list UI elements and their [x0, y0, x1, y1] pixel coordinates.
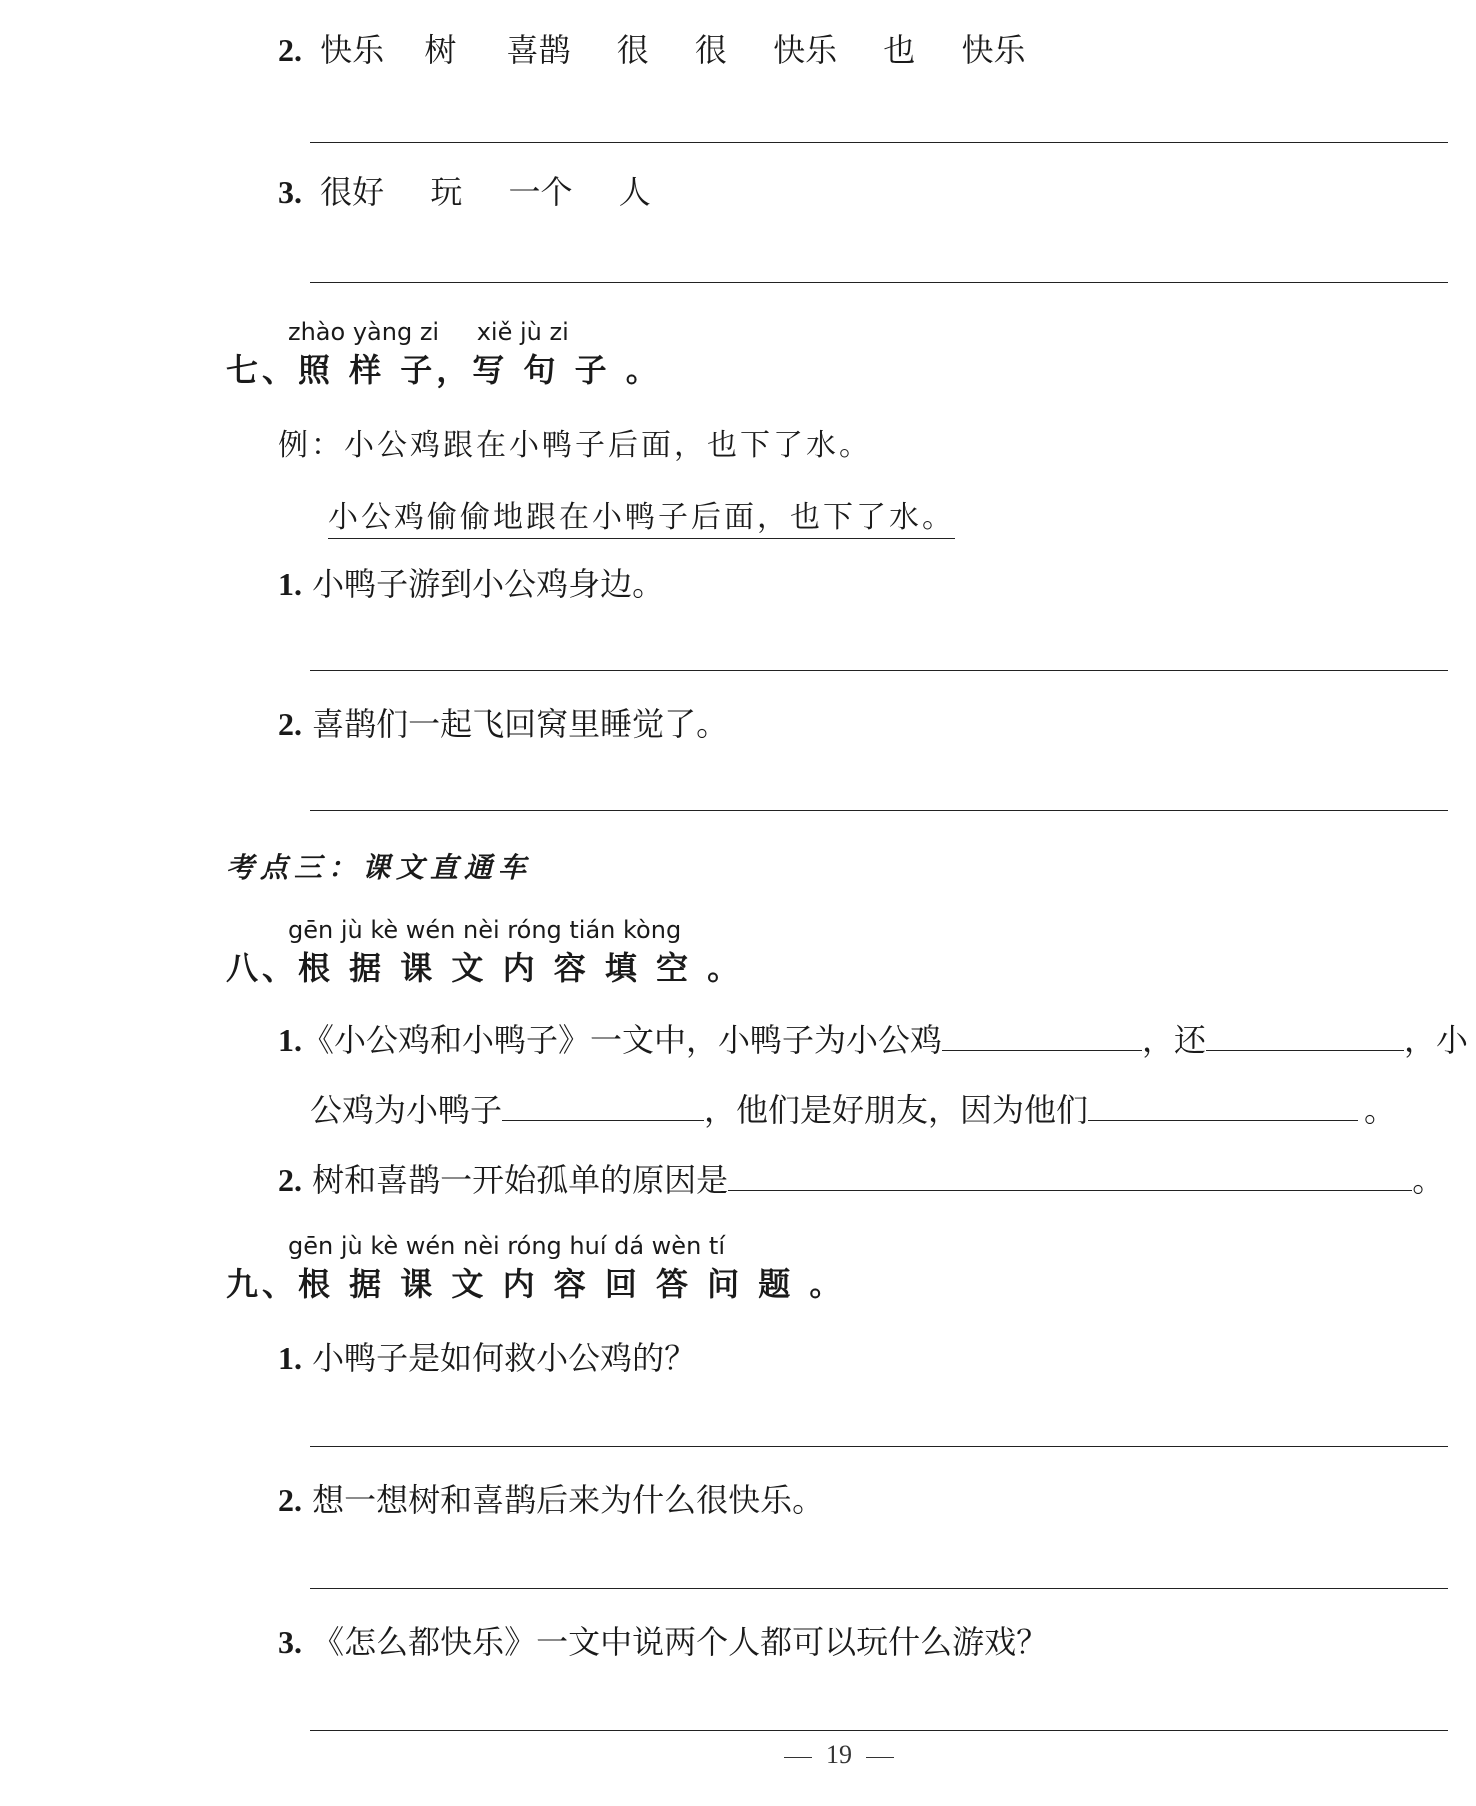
fill-blank[interactable]: [502, 1090, 704, 1121]
answer-line[interactable]: [310, 282, 1448, 283]
s6-q2: [278, 30, 1026, 70]
question-text: 公鸡为小鸭子: [310, 1091, 503, 1129]
question-text: 树和喜鹊一开始孤单的原因是: [312, 1161, 729, 1199]
fill-blank[interactable]: [728, 1160, 1412, 1191]
question-number: 2.: [278, 1482, 302, 1518]
fill-blank[interactable]: [1206, 1020, 1404, 1051]
s8-q2: [278, 1160, 1444, 1200]
pinyin-line: gēn jù kè wén nèi róng tián kòng: [288, 916, 682, 944]
answer-line[interactable]: [310, 670, 1448, 671]
question-text: 小鸭子游到小公鸡身边。: [312, 565, 665, 603]
s9-q1: [278, 1338, 696, 1378]
question-text: 《小公鸡和小鸭子》一文中，小鸭子为小公鸡: [302, 1021, 943, 1059]
fill-blank[interactable]: [942, 1020, 1142, 1051]
fill-blank[interactable]: [1088, 1090, 1358, 1121]
question-number: 1.: [278, 566, 302, 602]
s9-q2: [278, 1480, 824, 1520]
dash-left: [784, 1757, 812, 1758]
example-answer-text: 小公鸡偷偷地跟在小鸭子后面，也下了水。: [328, 500, 955, 535]
word: 一个: [508, 173, 573, 211]
section-heading: 九、根 据 课 文 内 容 回 答 问 题 。: [226, 1265, 846, 1303]
word: 喜鹊: [506, 31, 571, 69]
question-text: 。: [1412, 1161, 1445, 1199]
s6-q3: [278, 172, 651, 212]
word: 快乐: [320, 31, 385, 69]
s7-q2: [278, 704, 728, 744]
pinyin: zhào yàng zi: [288, 318, 440, 346]
word: 快乐: [961, 31, 1026, 69]
page-number: [770, 1740, 908, 1770]
question-text: 喜鹊们一起飞回窝里睡觉了。: [312, 705, 729, 743]
word: 很: [694, 31, 727, 69]
word: 玩: [430, 173, 463, 211]
word: 很: [616, 31, 649, 69]
word: 人: [618, 173, 651, 211]
question-text: 想一想树和喜鹊后来为什么很快乐。: [312, 1481, 825, 1519]
pinyin-line: gēn jù kè wén nèi róng huí dá wèn tí: [288, 1232, 725, 1260]
dash-right: [866, 1757, 894, 1758]
question-number: 2.: [278, 706, 302, 742]
question-text: 《怎么都快乐》一文中说两个人都可以玩什么游戏？: [312, 1623, 1049, 1661]
word: 快乐: [773, 31, 838, 69]
question-number: 3.: [278, 174, 302, 210]
section-heading: 七、照 样 子，写 句 子 。: [226, 351, 662, 389]
answer-line[interactable]: [310, 810, 1448, 811]
question-text: 小鸭子是如何救小公鸡的？: [312, 1339, 697, 1377]
section-heading: 八、根 据 课 文 内 容 填 空 。: [226, 949, 744, 987]
question-text: ，小: [1404, 1021, 1469, 1059]
s8-q1-line1: [278, 1020, 1468, 1060]
s7-q1: [278, 564, 664, 604]
word: 很好: [320, 173, 385, 211]
word: 也: [883, 31, 916, 69]
answer-line[interactable]: [310, 142, 1448, 143]
question-text: ，还: [1142, 1021, 1207, 1059]
word-list: [312, 173, 651, 211]
answer-line[interactable]: [310, 1730, 1448, 1731]
question-number: 1.: [278, 1022, 302, 1058]
question-number: 2.: [278, 32, 302, 68]
question-number: 1.: [278, 1340, 302, 1376]
example-label: 例：: [278, 428, 344, 463]
answer-line[interactable]: [310, 1588, 1448, 1589]
kaodian-title: 考点三：课文直通车: [226, 851, 533, 884]
question-number: 3.: [278, 1624, 302, 1660]
question-text: 。: [1364, 1091, 1397, 1129]
example-line: [278, 420, 872, 464]
answer-line[interactable]: [310, 1446, 1448, 1447]
s8-q1-line2: [310, 1090, 1396, 1130]
page-number-text: 19: [826, 1740, 852, 1769]
example-sentence: 小公鸡跟在小鸭子后面，也下了水。: [344, 428, 872, 463]
pinyin: xiě jù zi: [476, 318, 569, 346]
example-answer: [328, 492, 955, 539]
word-list: [312, 31, 1025, 69]
question-text: ，他们是好朋友，因为他们: [704, 1091, 1089, 1129]
pinyin-line: [288, 318, 569, 346]
question-number: 2.: [278, 1162, 302, 1198]
word: 树: [424, 31, 457, 69]
s9-q3: [278, 1622, 1048, 1662]
